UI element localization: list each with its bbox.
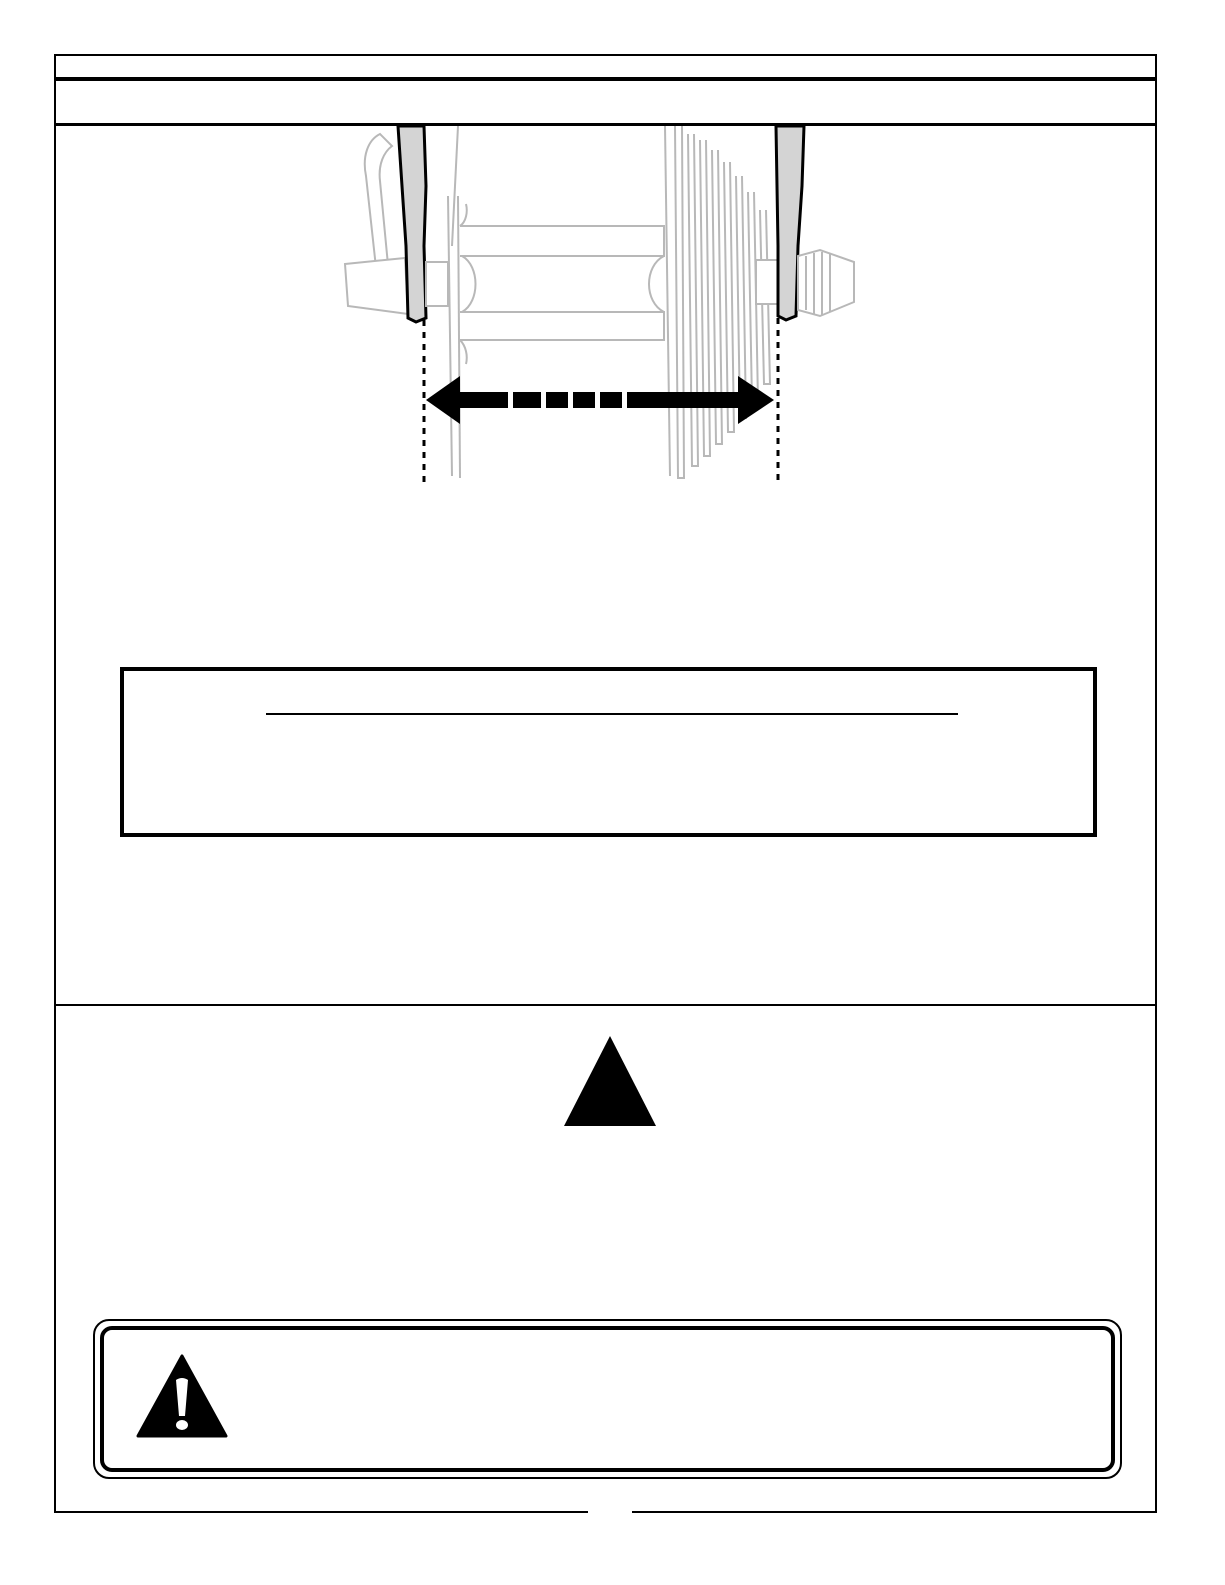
skewer-nut-right (798, 250, 854, 316)
warning-exclamation-icon (136, 1354, 228, 1440)
skewer-nut-left (345, 258, 408, 314)
hub-icon (448, 126, 664, 478)
footer-page-gap (588, 1509, 632, 1517)
section-divider (54, 1004, 1157, 1006)
hub-spacing-figure (320, 126, 880, 496)
warning-box (93, 1319, 1122, 1479)
note-title-underline (266, 713, 958, 715)
header-band (56, 81, 1155, 123)
note-box (120, 667, 1097, 837)
axle-left (426, 262, 448, 306)
caution-triangle-icon (562, 1034, 658, 1128)
warning-box-inner-border (100, 1326, 1115, 1472)
axle-right (756, 260, 778, 304)
cassette-icon (665, 126, 770, 478)
